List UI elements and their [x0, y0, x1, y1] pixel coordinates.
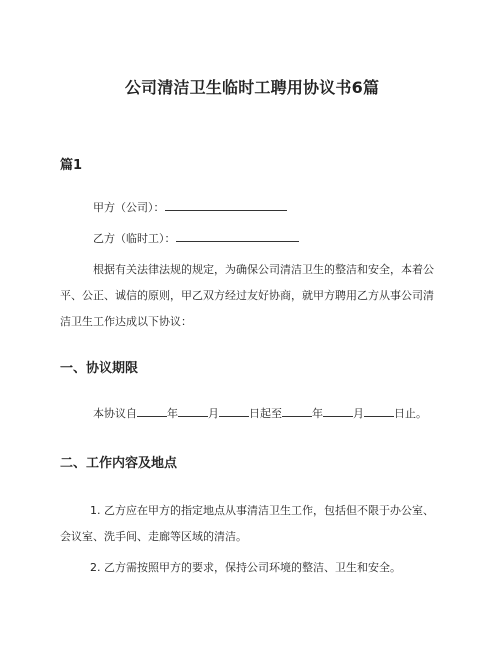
term-paragraph [60, 401, 444, 427]
term-start-month-blank [178, 403, 208, 417]
intro-paragraph: 根据有关法律法规的规定，为确保公司清洁卫生的整洁和安全，本着公平、公正、诚信的原则，甲乙双方经过友好协商，就甲方聘用乙方从事公司清洁卫生工作达成以下协议： [60, 263, 434, 328]
term-year-2: 年 [312, 407, 323, 420]
term-start-day-blank [219, 403, 249, 417]
term-end-day-blank [364, 403, 394, 417]
party-a-blank [165, 197, 287, 211]
section-heading-work: 二、工作内容及地点 [60, 456, 178, 471]
section-heading-term: 一、协议期限 [60, 361, 139, 376]
term-prefix: 本协议自 [93, 407, 137, 420]
party-a-label: 甲方（公司）： [93, 201, 165, 214]
party-b-label: 乙方（临时工）： [93, 232, 176, 245]
part-heading: 篇1 [60, 158, 83, 173]
document-title: 公司清洁卫生临时工聘用协议书6篇 [124, 78, 380, 97]
term-day-1: 日起至 [249, 407, 282, 420]
party-b-line [60, 226, 444, 252]
work-item-1: 1. 乙方应在甲方的指定地点从事清洁卫生工作，包括但不限于办公室、会议室、洗手间、走廊等区域的清洁。 [60, 504, 434, 543]
term-end-month-blank [323, 403, 353, 417]
term-start-year-blank [137, 403, 167, 417]
work-item-2: 2. 乙方需按照甲方的要求，保持公司环境的整洁、卫生和安全。 [90, 561, 401, 574]
term-day-2: 日止。 [394, 407, 427, 420]
term-month-1: 月 [208, 407, 219, 420]
party-b-blank [176, 228, 299, 242]
term-end-year-blank [282, 403, 312, 417]
party-a-line [60, 195, 444, 221]
term-year-1: 年 [167, 407, 178, 420]
term-month-2: 月 [353, 407, 364, 420]
